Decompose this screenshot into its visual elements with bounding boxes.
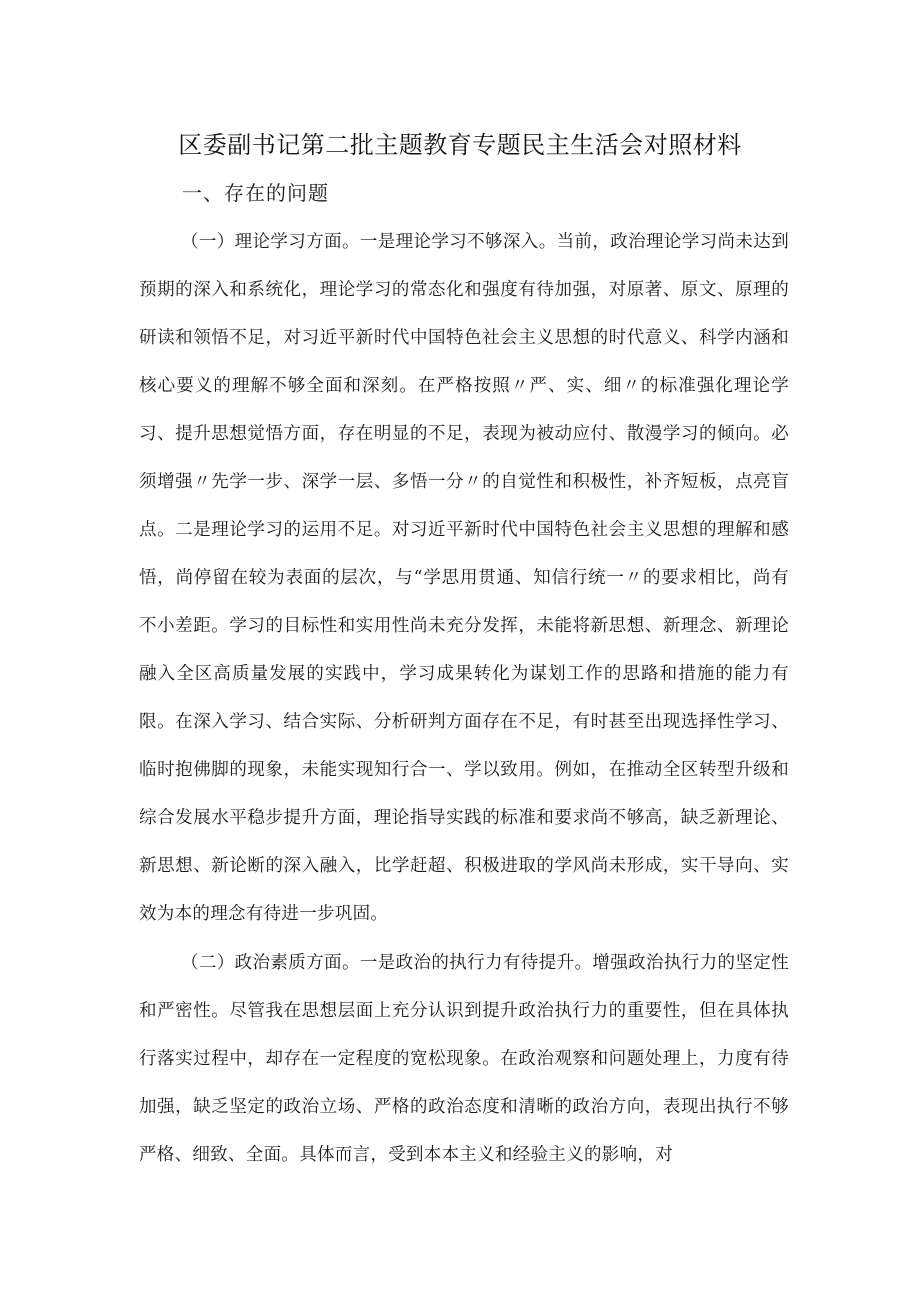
section-heading-problems: 一、存在的问题 <box>182 181 329 205</box>
paragraph-theory-study <box>139 218 789 938</box>
paragraph-political-quality <box>139 939 789 1179</box>
document-title: 区委副书记第二批主题教育专题民主生活会对照材料 <box>178 131 742 159</box>
paragraph-text: （二）政治素质方面。一是政治的执行力有待提升。增强政治执行力的坚定性和严密性。尽管我在思想层面上充分认识到提升政治执行力的重要性，但在具体执行落实过程中，却存在一定程度的宽松现象。在政治观察和问题处理上，力度有待加强，缺乏坚定的政治立场、严格的政治态度和清晰的政治方向，表现出执行不够严格、细致、全面。具体而言，受到本本主义和经验主义的影响，对 <box>139 953 789 1165</box>
paragraph-text: （一）理论学习方面。一是理论学习不够深入。当前，政治理论学习尚未达到预期的深入和系统化，理论学习的常态化和强度有待加强，对原著、原文、原理的研读和领悟不足，对习近平新时代中国特色社会主义思想的时代意义、科学内涵和核心要义的理解不够全面和深刻。在严格按照〃严、实、细〃的标准强化理论学习、提升思想觉悟方面，存在明显的不足，表现为被动应付、散漫学习的倾向。必须增强〃先学一步、深学一层、多悟一分〃的自觉性和积极性，补齐短板，点亮盲点。二是理论学习的运用不足。对习近平新时代中国特色社会主义思想的理解和感悟，尚停留在较为表面的层次，与“学思用贯通、知信行统一〃的要求相比，尚有不小差距。学习的目标性和实用性尚未充分发挥，未能将新思想、新理念、新理论融入全区高质量发展的实践中，学习成果转化为谋划工作的思路和措施的能力有限。在深入学习、结合实际、分析研判方面存在不足，有时甚至出现选择性学习、临时抱佛脚的现象，未能实现知行合一、学以致用。例如，在推动全区转型升级和综合发展水平稳步提升方面，理论指导实践的标准和要求尚不够高，缺乏新理论、新思想、新论断的深入融入，比学赶超、积极进取的学风尚未形成，实干导向、实效为本的理念有待进一步巩固。 <box>139 232 789 924</box>
